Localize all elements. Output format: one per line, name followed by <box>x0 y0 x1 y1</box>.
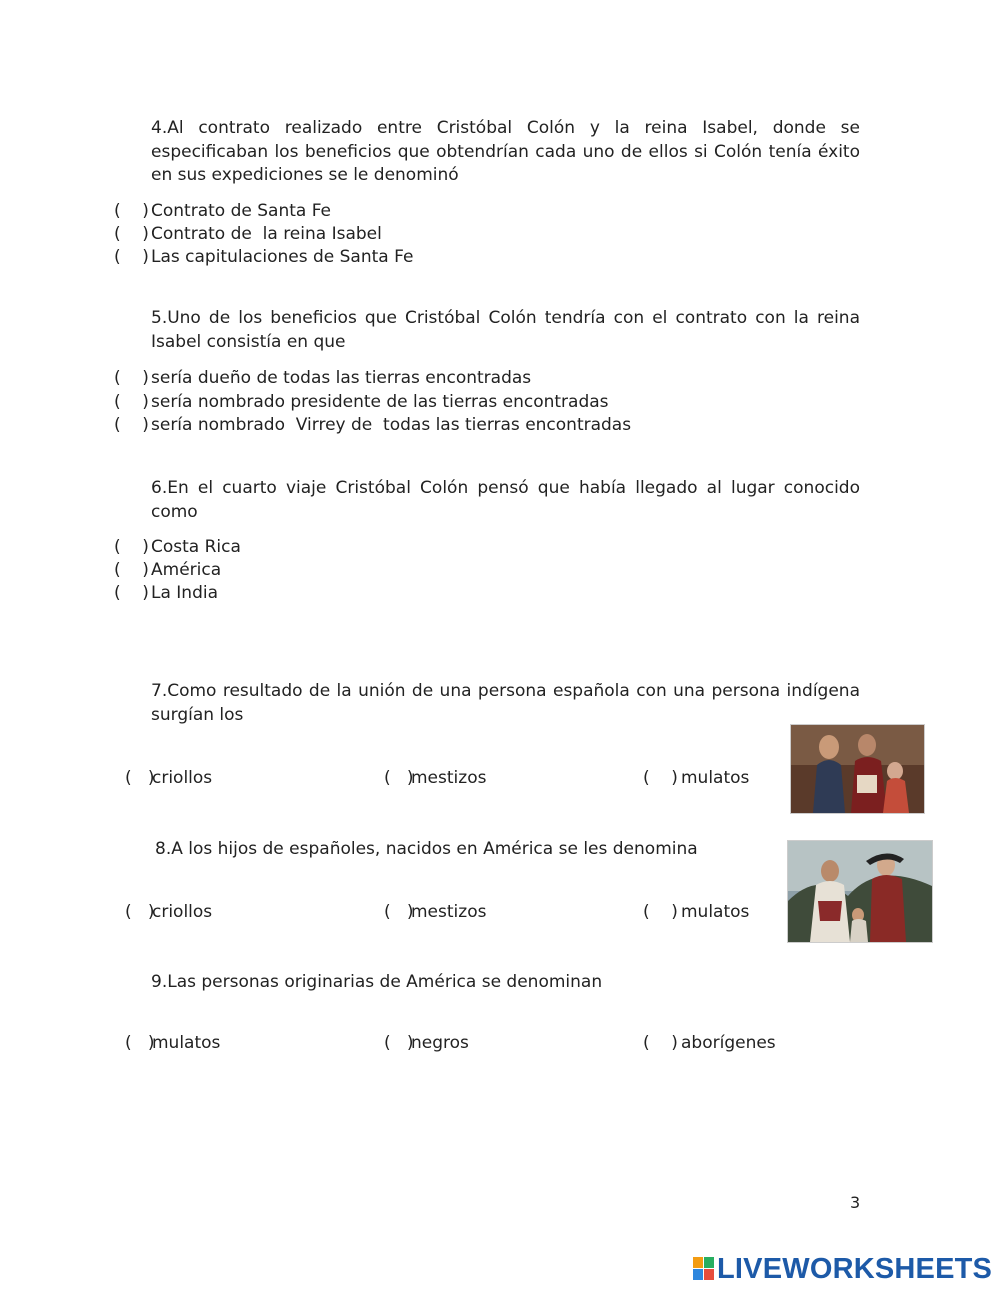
q8-option-1[interactable]: ( )criollos <box>125 902 213 922</box>
q7-option-1[interactable]: ( )criollos <box>125 768 213 788</box>
question-5: 5.Uno de los beneficios que Cristóbal Colón tendría con el contrato con la reina Isabel consistía en que <box>151 308 860 352</box>
q8-option-2[interactable]: ( )mestizos <box>384 902 487 922</box>
q7-option-3[interactable]: ( ) mulatos <box>643 768 750 788</box>
q8-option-3[interactable]: ( ) mulatos <box>643 902 750 922</box>
q6-option-1[interactable]: ( ) Costa Rica <box>114 537 241 557</box>
q5-option-1[interactable]: ( ) sería dueño de todas las tierras encontradas <box>114 368 532 388</box>
q7-option-2[interactable]: ( )mestizos <box>384 768 487 788</box>
q6-option-3[interactable]: ( ) La India <box>114 583 219 603</box>
question-6: 6.En el cuarto viaje Cristóbal Colón pensó que había llegado al lugar conocido como <box>151 478 860 522</box>
painting-mestizo-family-image <box>790 724 925 814</box>
q4-option-1[interactable]: ( ) Contrato de Santa Fe <box>114 201 332 221</box>
q9-option-1[interactable]: ( )mulatos <box>125 1033 221 1053</box>
q5-option-2[interactable]: ( ) sería nombrado presidente de las tierras encontradas <box>114 392 609 412</box>
question-4: 4.Al contrato realizado entre Cristóbal Colón y la reina Isabel, donde se especificaban los beneficios que obtendrían cada uno de ellos si Colón tenía éxito en sus expediciones se le denominó <box>151 118 860 185</box>
question-7: 7.Como resultado de la unión de una persona española con una persona indígena surgían los <box>151 681 860 725</box>
liveworksheets-logo-text: LIVEWORKSHEETS <box>717 1252 993 1285</box>
q4-option-3[interactable]: ( ) Las capitulaciones de Santa Fe <box>114 247 414 267</box>
painting-creole-family-image <box>787 840 933 943</box>
q9-option-3[interactable]: ( ) aborígenes <box>643 1033 776 1053</box>
page-number: 3 <box>850 1193 861 1212</box>
liveworksheets-logo[interactable] <box>693 1252 992 1286</box>
liveworksheets-logo-icon <box>693 1257 715 1281</box>
question-9: 9.Las personas originarias de América se denominan <box>151 972 603 992</box>
q4-option-2[interactable]: ( ) Contrato de la reina Isabel <box>114 224 382 244</box>
question-8: 8.A los hijos de españoles, nacidos en América se les denomina <box>155 839 698 859</box>
q5-option-3[interactable]: ( ) sería nombrado Virrey de todas las tierras encontradas <box>114 415 632 435</box>
q6-option-2[interactable]: ( ) América <box>114 560 222 580</box>
q9-option-2[interactable]: ( )negros <box>384 1033 469 1053</box>
